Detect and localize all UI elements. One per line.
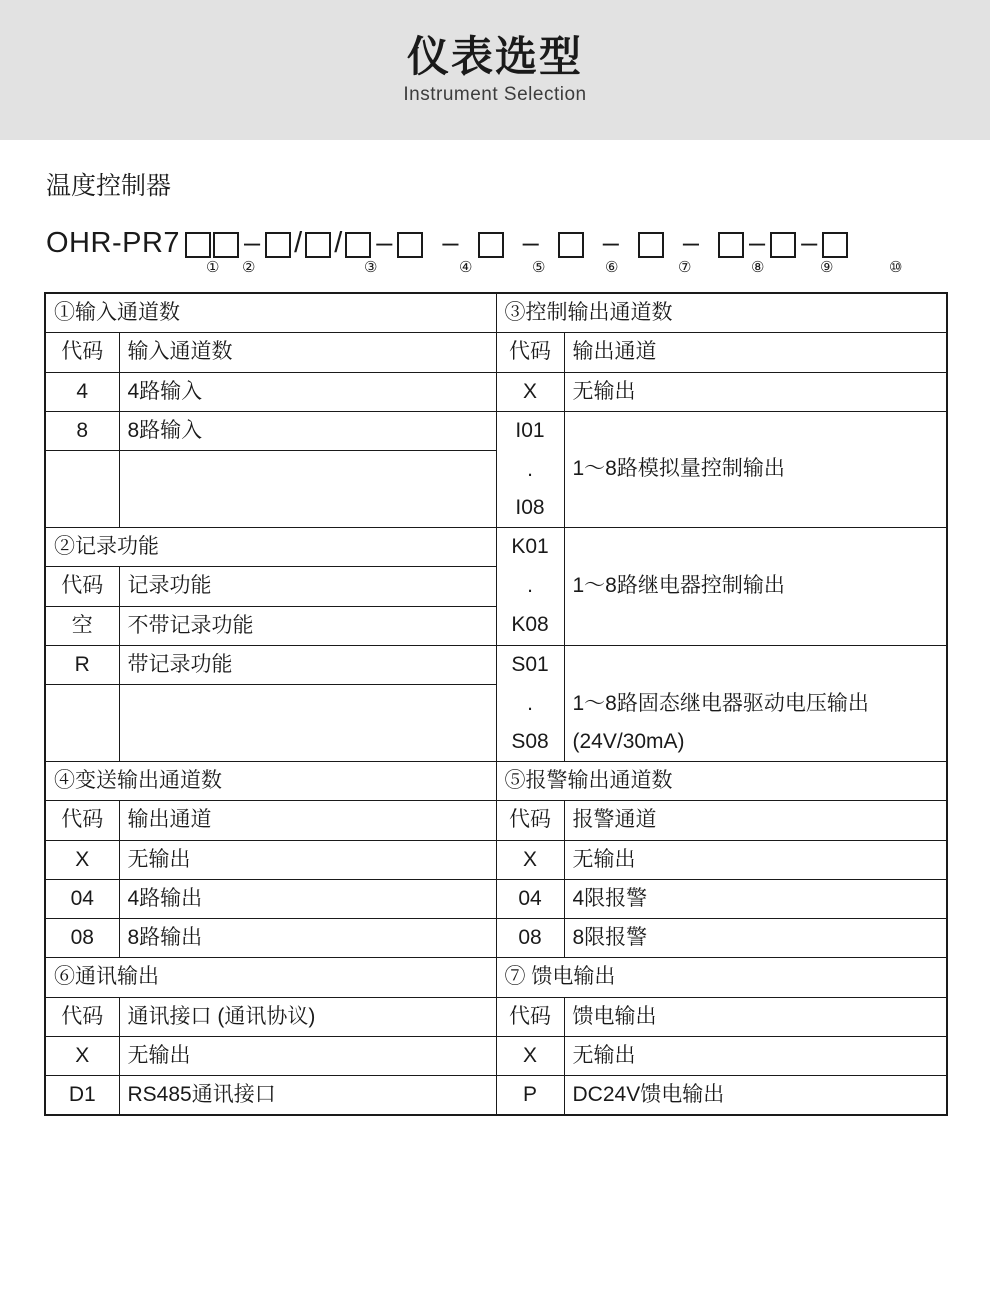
model-box-10 <box>718 232 744 258</box>
section3-row3-code-bot: K08 <box>496 606 564 645</box>
model-box-1 <box>185 232 211 258</box>
table-row <box>45 333 947 372</box>
section4-col-desc: 输出通道 <box>119 801 496 840</box>
table-row <box>45 762 947 801</box>
model-slash-1: / <box>294 227 303 259</box>
table-row <box>45 801 947 840</box>
model-marker-2: ② <box>242 259 256 276</box>
section6-row2-desc: RS485通讯接口 <box>119 1076 496 1116</box>
section1-col-desc: 输入通道数 <box>119 333 496 372</box>
section1-row2-desc: 8路输入 <box>119 411 496 450</box>
model-dash-2: – <box>376 227 393 259</box>
section7-row2-code: P <box>496 1076 564 1116</box>
table-row <box>45 685 947 723</box>
section2-filler-desc <box>119 685 496 723</box>
section2-row2-desc: 带记录功能 <box>119 645 496 684</box>
model-marker-1: ① <box>206 259 220 276</box>
model-marker-8: ⑧ <box>751 259 765 276</box>
model-marker-6: ⑥ <box>605 259 619 276</box>
model-dash-7: – <box>748 227 766 259</box>
page-subtitle: Instrument Selection <box>403 84 587 106</box>
section3-row2-code-bot: I08 <box>496 489 564 528</box>
model-dash-3: – <box>442 227 459 259</box>
section3-row4-desc-line2: (24V/30mA) <box>564 723 947 762</box>
model-box-12 <box>822 232 848 258</box>
model-slash-2: / <box>334 227 343 259</box>
model-code-row <box>46 214 946 258</box>
model-box-2 <box>213 232 239 258</box>
section7-col-code: 代码 <box>496 997 564 1036</box>
model-marker-7: ⑦ <box>678 259 692 276</box>
section3-row1-desc: 无输出 <box>564 372 947 411</box>
section3-row2-desc: 1～8路模拟量控制输出 <box>564 411 947 527</box>
section1-row2-code: 8 <box>45 411 119 450</box>
section5-row2-desc: 4限报警 <box>564 879 947 918</box>
section6-col-desc: 通讯接口 (通讯协议) <box>119 997 496 1036</box>
section3-row3-code-top: K01 <box>496 528 564 567</box>
section2-col-desc: 记录功能 <box>119 567 496 606</box>
section3-row4-desc <box>564 645 947 684</box>
section4-col-code: 代码 <box>45 801 119 840</box>
section2-col-code: 代码 <box>45 567 119 606</box>
model-marker-9: ⑨ <box>820 259 834 276</box>
model-dash-5: – <box>602 227 619 259</box>
model-dash-1: – <box>244 227 261 259</box>
section4-row3-desc: 8路输出 <box>119 919 496 958</box>
section5-title: ⑤报警输出通道数 <box>496 762 947 801</box>
model-box-6 <box>397 232 423 258</box>
section3-row1-code: X <box>496 372 564 411</box>
model-marker-5: ⑤ <box>532 259 546 276</box>
model-marker-row <box>46 258 946 284</box>
page-content <box>0 140 990 1116</box>
table-row <box>45 879 947 918</box>
table-row <box>45 723 947 762</box>
section4-row2-code: 04 <box>45 879 119 918</box>
section3-row2-code-top: I01 <box>496 411 564 450</box>
section7-row1-code: X <box>496 1036 564 1075</box>
model-box-7 <box>478 232 504 258</box>
table-row <box>45 1076 947 1116</box>
section1-filler-desc <box>119 451 496 489</box>
section2-filler-code <box>45 685 119 723</box>
model-prefix: OHR-PR7 <box>46 227 181 259</box>
section3-col-code: 代码 <box>496 333 564 372</box>
section7-title: ⑦ 馈电输出 <box>496 958 947 997</box>
section5-row3-code: 08 <box>496 919 564 958</box>
model-box-8 <box>558 232 584 258</box>
section6-row1-code: X <box>45 1036 119 1075</box>
section5-col-desc: 报警通道 <box>564 801 947 840</box>
section7-row2-desc: DC24V馈电输出 <box>564 1076 947 1116</box>
table-row <box>45 645 947 684</box>
section1-row1-code: 4 <box>45 372 119 411</box>
section3-row4-code-mid: . <box>496 685 564 723</box>
model-dash-8: – <box>801 227 818 259</box>
section1-filler2-desc <box>119 489 496 528</box>
table-row <box>45 958 947 997</box>
section4-title: ④变送输出通道数 <box>45 762 496 801</box>
section1-filler-code <box>45 451 119 489</box>
section6-title: ⑥通讯输出 <box>45 958 496 997</box>
table-row <box>45 293 947 333</box>
product-name: 温度控制器 <box>46 172 172 200</box>
model-dash-4: – <box>522 227 539 259</box>
section2-title: ②记录功能 <box>45 528 496 567</box>
section3-row4-desc-line1: 1～8路固态继电器驱动电压输出 <box>564 685 947 723</box>
model-box-4 <box>305 232 331 258</box>
model-box-11 <box>770 232 796 258</box>
section5-row2-code: 04 <box>496 879 564 918</box>
section6-col-code: 代码 <box>45 997 119 1036</box>
section3-row3-code-mid: . <box>496 567 564 606</box>
section1-col-code: 代码 <box>45 333 119 372</box>
section2-row2-code: R <box>45 645 119 684</box>
section6-row2-code: D1 <box>45 1076 119 1116</box>
table-row <box>45 997 947 1036</box>
table-row <box>45 919 947 958</box>
table-row <box>45 411 947 450</box>
section4-row3-code: 08 <box>45 919 119 958</box>
model-box-5 <box>345 232 371 258</box>
section1-title: ①输入通道数 <box>45 293 496 333</box>
table-row <box>45 372 947 411</box>
section3-row2-code-mid: . <box>496 451 564 489</box>
model-marker-3: ③ <box>364 259 378 276</box>
section7-row1-desc: 无输出 <box>564 1036 947 1075</box>
model-marker-4: ④ <box>459 259 473 276</box>
section1-row1-desc: 4路输入 <box>119 372 496 411</box>
section5-col-code: 代码 <box>496 801 564 840</box>
section2-filler2-desc <box>119 723 496 762</box>
section4-row1-desc: 无输出 <box>119 840 496 879</box>
model-box-9 <box>638 232 664 258</box>
section3-row4-code-top: S01 <box>496 645 564 684</box>
section2-filler2-code <box>45 723 119 762</box>
section7-col-desc: 馈电输出 <box>564 997 947 1036</box>
specification-table <box>44 292 948 1116</box>
section3-row4-code-bot: S08 <box>496 723 564 762</box>
section2-row1-desc: 不带记录功能 <box>119 606 496 645</box>
section5-row1-code: X <box>496 840 564 879</box>
table-row <box>45 840 947 879</box>
section4-row1-code: X <box>45 840 119 879</box>
section5-row1-desc: 无输出 <box>564 840 947 879</box>
section1-filler2-code <box>45 489 119 528</box>
model-box-3 <box>265 232 291 258</box>
section2-row1-code: 空 <box>45 606 119 645</box>
section6-row1-desc: 无输出 <box>119 1036 496 1075</box>
section3-row3-desc: 1～8路继电器控制输出 <box>564 528 947 646</box>
section4-row2-desc: 4路输出 <box>119 879 496 918</box>
section3-title: ③控制输出通道数 <box>496 293 947 333</box>
page-title: 仪表选型 <box>406 32 583 80</box>
table-row <box>45 528 947 567</box>
model-dash-6: – <box>682 227 699 259</box>
model-marker-10: ⑩ <box>889 259 903 276</box>
table-row <box>45 1036 947 1075</box>
page-header-banner <box>0 0 990 140</box>
section3-col-desc: 输出通道 <box>564 333 947 372</box>
section5-row3-desc: 8限报警 <box>564 919 947 958</box>
